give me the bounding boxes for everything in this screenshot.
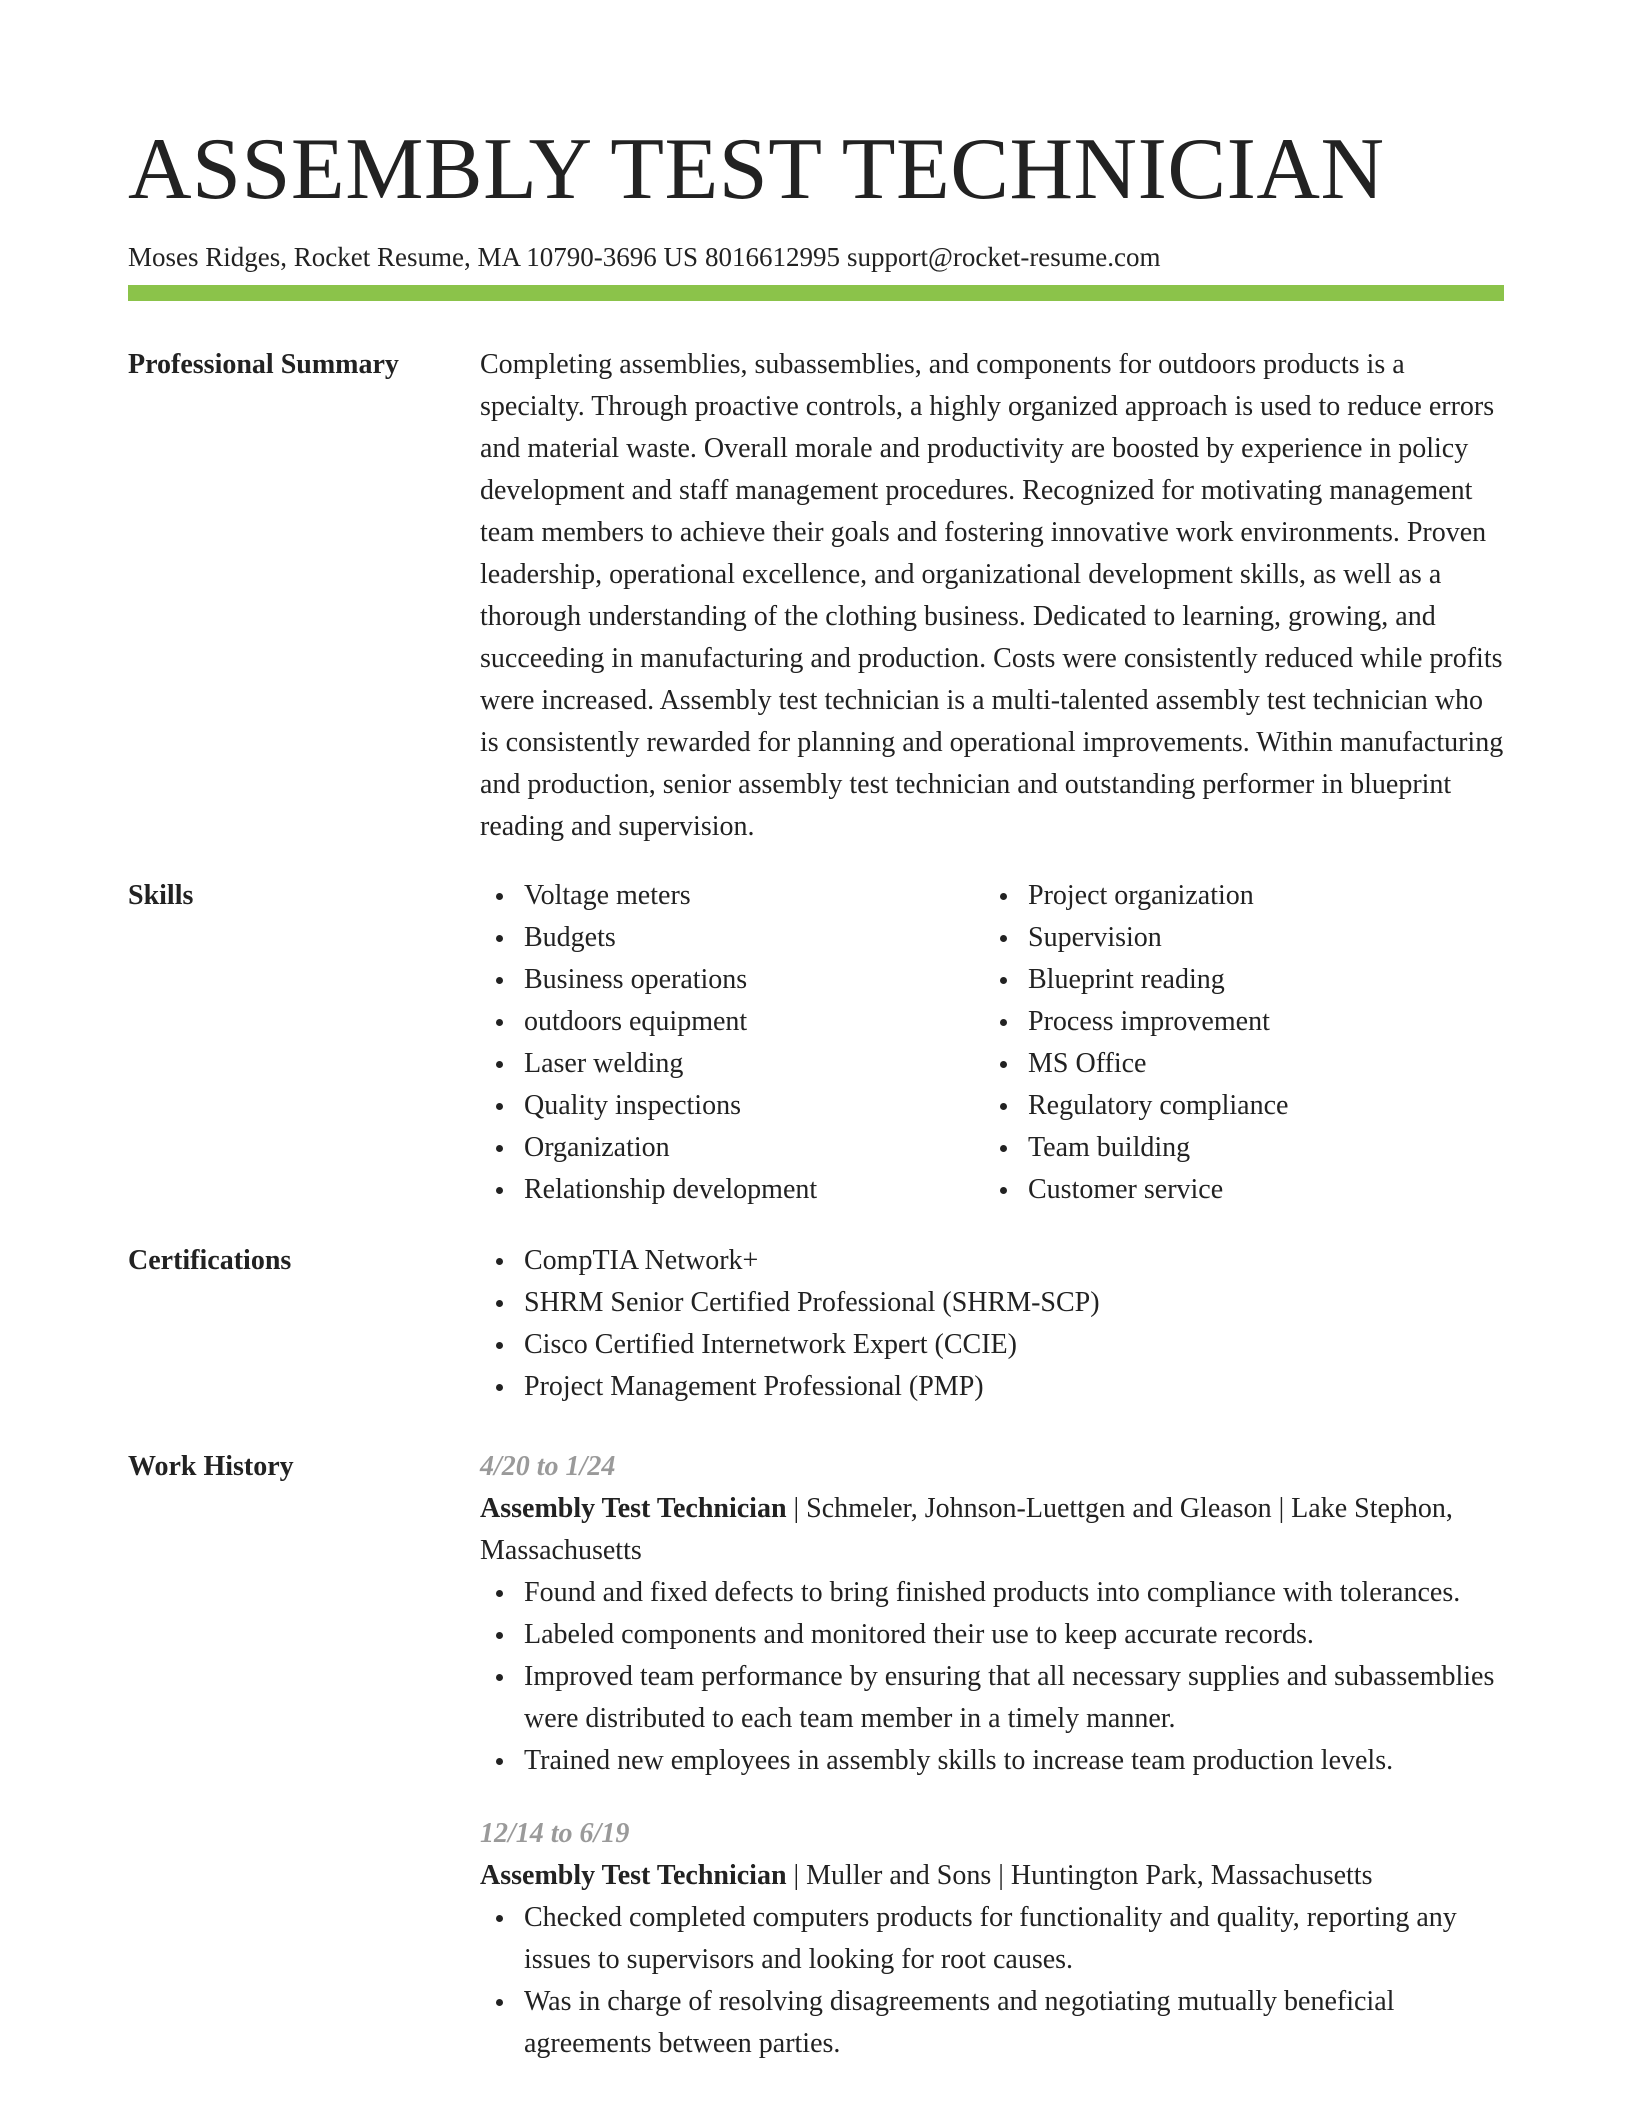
work-history-body bbox=[480, 1446, 1504, 2065]
job-title: Assembly Test Technician bbox=[480, 1493, 787, 1524]
skills-list-right bbox=[984, 875, 1488, 1211]
certification-item: Project Management Professional (PMP) bbox=[480, 1366, 1504, 1408]
work-history-label: Work History bbox=[128, 1451, 294, 1482]
summary-body bbox=[480, 344, 1504, 848]
job-details: | Muller and Sons | Huntington Park, Massachusetts bbox=[786, 1860, 1373, 1891]
resume-header bbox=[128, 118, 1504, 274]
skill-item: Project organization bbox=[984, 875, 1488, 917]
skill-item: Customer service bbox=[984, 1169, 1488, 1211]
duty-item: Trained new employees in assembly skills to increase team production levels. bbox=[480, 1740, 1504, 1782]
contact-phone: 8016612995 bbox=[705, 242, 840, 272]
skill-item: Supervision bbox=[984, 917, 1488, 959]
duty-item: Improved team performance by ensuring that all necessary supplies and subassemblies were distributed to each team member in a timely manner. bbox=[480, 1656, 1504, 1740]
candidate-title: ASSEMBLY TEST TECHNICIAN bbox=[128, 121, 1385, 218]
job-title: Assembly Test Technician bbox=[480, 1860, 787, 1891]
job-details: | Schmeler, Johnson-Luettgen and Gleason | Lake Stephon, Massachusetts bbox=[480, 1493, 1453, 1566]
duty-item: Checked completed computers products for functionality and quality, reporting any issues to supervisors and looking for root causes. bbox=[480, 1897, 1504, 1981]
skill-item: Team building bbox=[984, 1127, 1488, 1169]
skill-item: Process improvement bbox=[984, 1001, 1488, 1043]
summary-text: Completing assemblies, subassemblies, and components for outdoors products is a specialty. Through proactive controls, a highly organized approach is used to reduce errors and material waste. Overall morale and productivity are boosted by experience in policy development and staff management procedures. Recognized for motivating management team members to achieve their goals and fostering innovative work environments. Proven leadership, operational excellence, and organizational development skills, as well as a thorough understanding of the clothing business. Dedicated to learning, growing, and succeeding in manufacturing and production. Costs were consistently reduced while profits were increased. Assembly test technician is a multi-talented assembly test technician who is consistently rewarded for planning and operational improvements. Within manufacturing and production, senior assembly test technician and outstanding performer in blueprint reading and supervision. bbox=[480, 349, 1504, 842]
skill-item: MS Office bbox=[984, 1043, 1488, 1085]
job-heading bbox=[480, 1488, 1504, 1572]
skill-item: outdoors equipment bbox=[480, 1001, 984, 1043]
job-dates: 4/20 to 1/24 bbox=[480, 1451, 616, 1482]
job-dates: 12/14 to 6/19 bbox=[480, 1818, 630, 1849]
job-entry bbox=[480, 1813, 1504, 2065]
duty-item: Found and fixed defects to bring finished products into compliance with tolerances. bbox=[480, 1572, 1504, 1614]
skills-list-left bbox=[480, 875, 984, 1211]
skill-item: Budgets bbox=[480, 917, 984, 959]
skills-body bbox=[480, 875, 1504, 1211]
certifications-label: Certifications bbox=[128, 1245, 292, 1276]
duty-item: Was in charge of resolving disagreements and negotiating mutually beneficial agreements between parties. bbox=[480, 1981, 1504, 2065]
skill-item: Organization bbox=[480, 1127, 984, 1169]
certification-item: CompTIA Network+ bbox=[480, 1240, 1504, 1282]
duty-item: Labeled components and monitored their use to keep accurate records. bbox=[480, 1614, 1504, 1656]
skill-item: Business operations bbox=[480, 959, 984, 1001]
skills-label: Skills bbox=[128, 880, 194, 911]
certification-item: Cisco Certified Internetwork Expert (CCIE) bbox=[480, 1324, 1504, 1366]
skill-item: Blueprint reading bbox=[984, 959, 1488, 1001]
certifications-list bbox=[480, 1240, 1504, 1408]
contact-line bbox=[128, 240, 1504, 274]
contact-location: Moses Ridges, Rocket Resume, MA 10790-3696 US bbox=[128, 242, 698, 272]
contact-email: support@rocket-resume.com bbox=[847, 242, 1161, 272]
job-duties bbox=[480, 1897, 1504, 2065]
skill-item: Quality inspections bbox=[480, 1085, 984, 1127]
skill-item: Relationship development bbox=[480, 1169, 984, 1211]
skill-item: Regulatory compliance bbox=[984, 1085, 1488, 1127]
job-heading bbox=[480, 1855, 1504, 1897]
skill-item: Laser welding bbox=[480, 1043, 984, 1085]
certification-item: SHRM Senior Certified Professional (SHRM-SCP) bbox=[480, 1282, 1504, 1324]
skill-item: Voltage meters bbox=[480, 875, 984, 917]
job-entry bbox=[480, 1446, 1504, 1782]
certifications-body bbox=[480, 1240, 1504, 1408]
job-duties bbox=[480, 1572, 1504, 1782]
header-divider bbox=[128, 285, 1504, 301]
summary-label: Professional Summary bbox=[128, 349, 399, 380]
